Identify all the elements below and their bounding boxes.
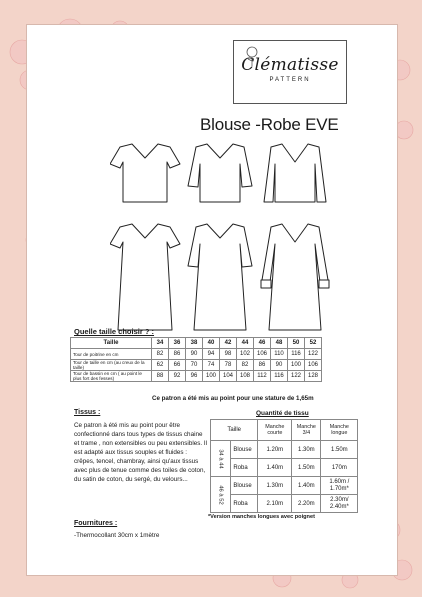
long-sleeve-note: *Version manches longues avec poignet [208,514,315,520]
table-cell: 106 [254,349,271,360]
size-cell: 50 [288,338,305,349]
quantity-taille-label: Taille [211,420,258,441]
size-cell: 42 [220,338,237,349]
blouse-long-sleeve-drawing [264,144,326,202]
hip-row [71,371,322,382]
table-cell: 88 [152,371,169,382]
table-cell: 122 [288,371,305,382]
size-range-label: 46 à 52 [217,484,224,505]
table-cell: 66 [169,360,186,371]
table-cell: 96 [186,371,203,382]
table-cell: 90 [186,349,203,360]
model-cell: Blouse [231,477,258,495]
table-cell: 98 [220,349,237,360]
size-cell: 48 [271,338,288,349]
table-cell: 62 [152,360,169,371]
table-cell: 1.40m [292,477,321,495]
size-cell: 38 [186,338,203,349]
flower-icon [242,45,262,67]
blouse-short-sleeve-drawing [110,144,180,202]
table-cell: 90 [271,360,288,371]
blouse-three-quarter-sleeve-drawing [188,144,252,202]
row-label: Tour de taille en cm (au creux de la taille) [71,360,152,371]
quantity-header-row [211,420,358,441]
column-header: Manche 3/4 [292,420,321,441]
model-cell: Blouse [231,441,258,459]
table-cell: 100 [288,360,305,371]
table-cell: 1.40m [258,459,292,477]
table-cell: 112 [254,371,271,382]
table-cell: 1.30m [292,441,321,459]
row-label: Tour de poitrine en cm [71,349,152,360]
table-cell: 102 [237,349,254,360]
table-cell: 116 [288,349,305,360]
table-cell: 70 [186,360,203,371]
table-cell: 1.50m [321,441,358,459]
model-cell: Roba [231,495,258,513]
quantity-row [211,459,358,477]
stature-note: Ce patron a été mis au point pour une stature de 1,65m [152,395,314,402]
table-cell: 100 [203,371,220,382]
table-cell: 1.60m / 1.70m* [321,477,358,495]
table-cell: 116 [271,371,288,382]
size-header-label: Taille [71,338,152,349]
table-cell: 82 [237,360,254,371]
fabric-description: Ce patron à été mis au point pour être confectionné dans tous types de tissus chaine et trame , non extensibles ou peu extensibles. Il est adapté aux tissus souples et fluides : crêpes, tencel, chambray, ainsi qu'aux tissus avec plus de tenue comme des toiles de coton, du satin de coton, du sergé, du velours... [74,422,208,483]
size-cell: 52 [305,338,322,349]
quantity-row [211,441,358,459]
page-title: Blouse -Robe EVE [200,115,339,134]
model-cell: Roba [231,459,258,477]
fabric-quantity-table [210,419,358,513]
table-cell: 170m [321,459,358,477]
size-cell: 34 [152,338,169,349]
table-cell: 82 [152,349,169,360]
table-cell: 74 [203,360,220,371]
chest-row [71,349,322,360]
size-chart-header-row [71,338,322,349]
table-cell: 104 [220,371,237,382]
supplies-heading: Fournitures : [74,520,118,527]
table-cell: 78 [220,360,237,371]
table-cell: 92 [169,371,186,382]
garment-flats [110,140,340,332]
size-range-cell [211,477,231,513]
table-cell: 110 [271,349,288,360]
table-cell: 2.20m [292,495,321,513]
table-cell: 122 [305,349,322,360]
size-chart [70,337,322,382]
table-cell: 2.30m/ 2.40m* [321,495,358,513]
table-cell: 2.10m [258,495,292,513]
table-cell: 1.50m [292,459,321,477]
brand-logo [233,40,347,104]
table-cell: 106 [305,360,322,371]
supplies-text: -Thermocollant 30cm x 1mètre [74,532,160,539]
waist-row [71,360,322,371]
quantity-row [211,495,358,513]
table-cell: 1.30m [258,477,292,495]
table-cell: 108 [237,371,254,382]
quantity-row [211,477,358,495]
brand-name: Clématisse [241,55,339,75]
column-header: Manche courte [258,420,292,441]
dress-short-sleeve-drawing [110,224,180,330]
size-question: Quelle taille choisir ? : [74,327,155,336]
size-cell: 44 [237,338,254,349]
fabric-heading: Tissus : [74,409,101,416]
size-range-cell [211,441,231,477]
size-cell: 40 [203,338,220,349]
dress-three-quarter-sleeve-drawing [188,224,252,330]
table-cell: 1.20m [258,441,292,459]
fabric-quantity-heading: Quantité de tissu [256,410,309,417]
dress-long-sleeve-drawing [261,224,329,330]
size-cell: 36 [169,338,186,349]
column-header: Manche longue [321,420,358,441]
size-range-label: 34 à 44 [217,448,224,469]
table-cell: 86 [254,360,271,371]
table-cell: 86 [169,349,186,360]
row-label: Tour de bassin en cm ( au point le plus fort des fesses) [71,371,152,382]
table-cell: 94 [203,349,220,360]
size-cell: 46 [254,338,271,349]
table-cell: 128 [305,371,322,382]
brand-tagline: PATTERN [269,77,311,83]
